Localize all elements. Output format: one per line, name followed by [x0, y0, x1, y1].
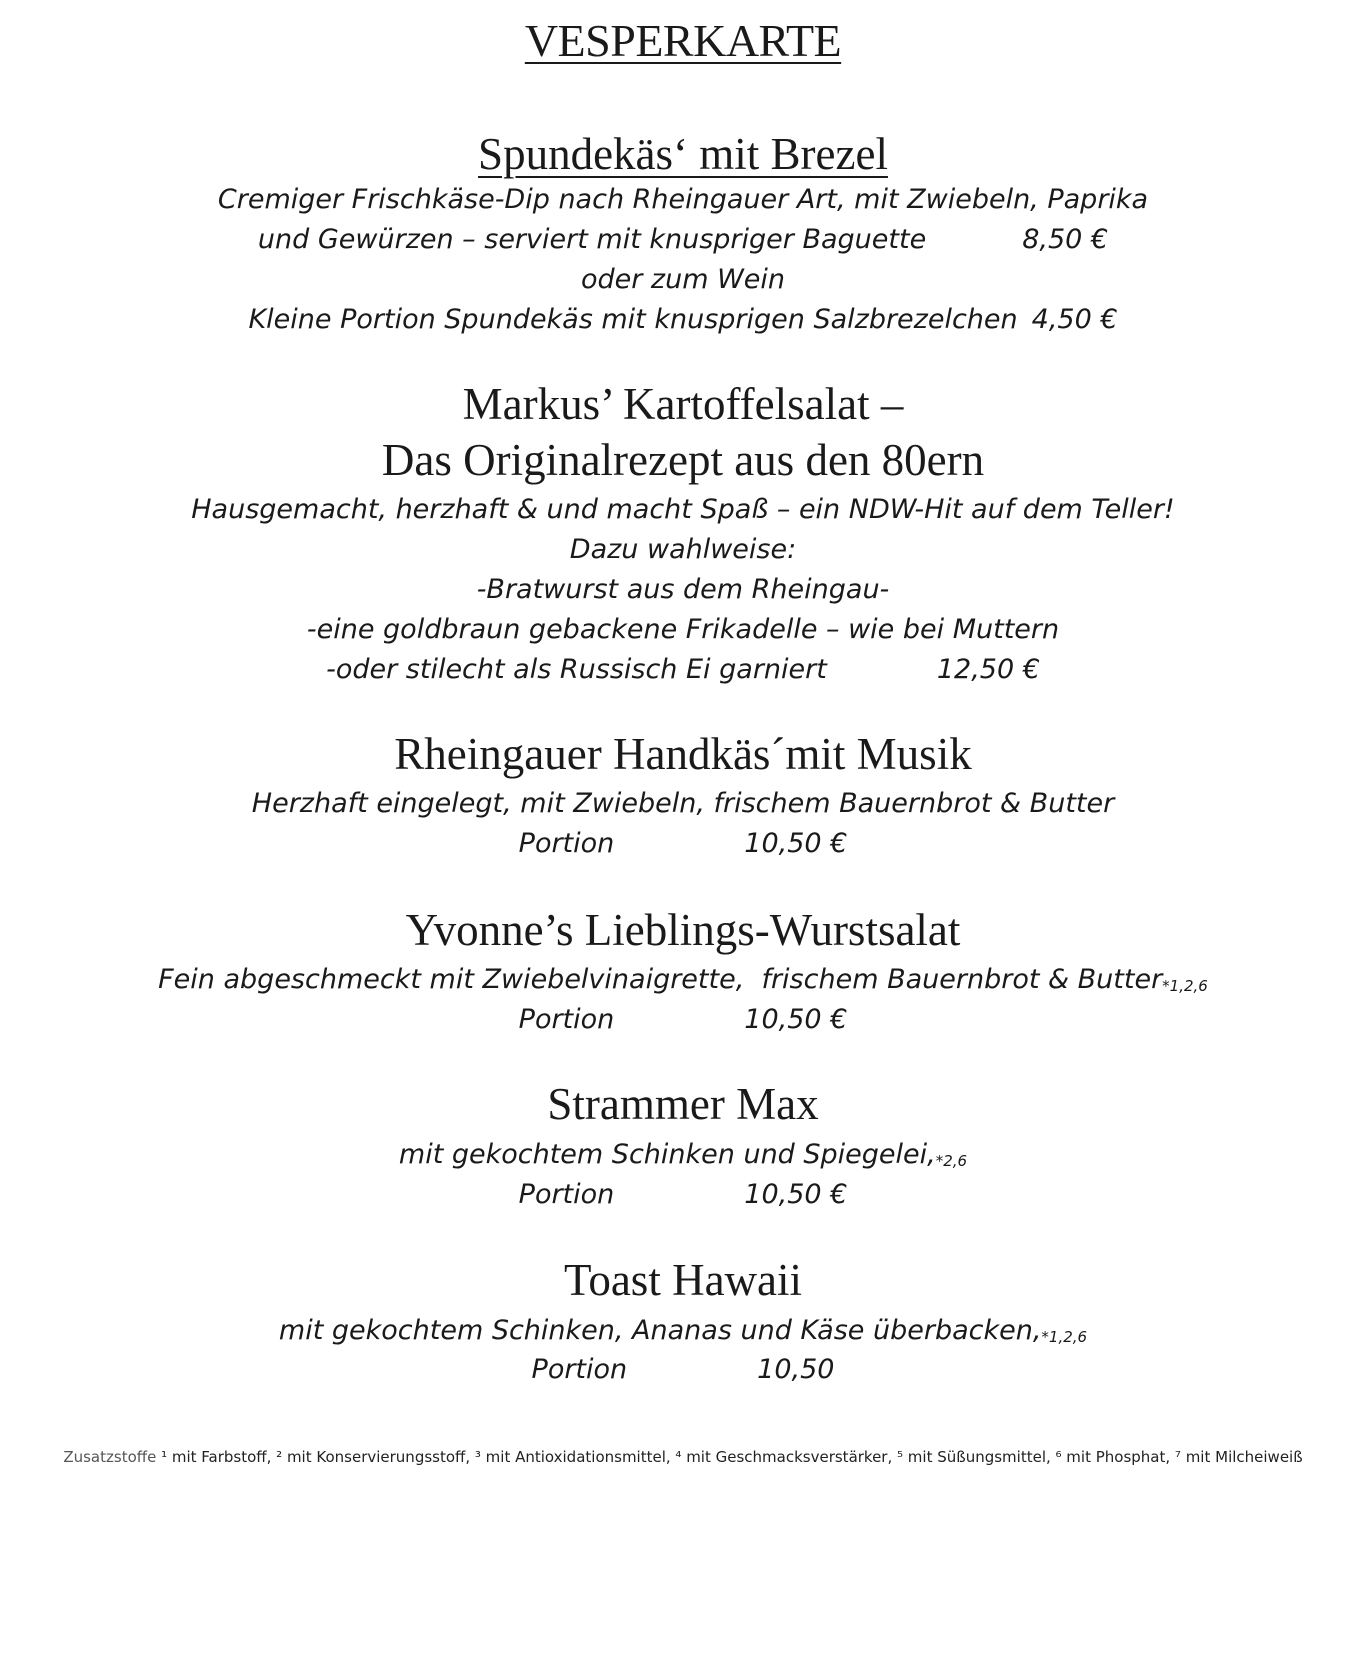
description-line: Herzhaft eingelegt, mit Zwiebeln, frischem Bauernbrot & Butter: [251, 788, 1115, 819]
allergen-codes: *1,2,6: [1041, 1328, 1088, 1346]
description-text: mit gekochtem Schinken und Spiegelei,: [398, 1139, 936, 1170]
description-line-with-price: [0, 224, 1366, 255]
description-line: -Bratwurst aus dem Rheingau-: [476, 574, 890, 605]
portion-label: Portion: [518, 1179, 615, 1210]
price: 10,50 €: [744, 1179, 848, 1210]
description-line: [0, 964, 1366, 995]
portion-line: [0, 1179, 1366, 1210]
page-title: VESPERKARTE: [524, 15, 842, 66]
price: 12,50 €: [936, 654, 1040, 685]
portion-label: Portion: [531, 1354, 628, 1385]
footnote-lead: Zusatzstoffe: [63, 1448, 157, 1466]
description-line: [0, 1139, 1366, 1170]
price: 10,50: [757, 1354, 835, 1385]
price: 8,50 €: [1022, 224, 1109, 255]
description-line: Hausgemacht, herzhaft & und macht Spaß – ein NDW-Hit auf dem Teller!: [191, 494, 1175, 525]
description-line-with-price: [0, 654, 1366, 685]
portion-line: [0, 1354, 1366, 1385]
portion-line: [0, 828, 1366, 859]
description-line: Cremiger Frischkäse-Dip nach Rheingauer Art, mit Zwiebeln, Paprika: [217, 184, 1149, 215]
footnote-text: ¹ mit Farbstoff, ² mit Konservierungsstoff, ³ mit Antioxidationsmittel, ⁴ mit Geschmacksverstärker, ⁵ mit Süßungsmittel, ⁶ mit Phosphat, ⁷ mit Milcheiweiß: [156, 1448, 1303, 1466]
description-text: Fein abgeschmeckt mit Zwiebelvinaigrette, frischem Bauernbrot & Butter: [158, 964, 1163, 995]
allergen-codes: *2,6: [935, 1152, 968, 1170]
description-line: oder zum Wein: [580, 264, 786, 295]
description-line: Dazu wahlweise:: [569, 534, 797, 565]
price: 10,50 €: [744, 1004, 848, 1035]
section-heading-strammer-max: Strammer Max: [547, 1079, 819, 1129]
additives-footnote: [0, 1448, 1366, 1466]
description-line: -eine goldbraun gebackene Frikadelle – wie bei Muttern: [306, 614, 1060, 645]
allergen-codes: *1,2,6: [1162, 977, 1208, 995]
section-heading-spundekaes: Spundekäs‘ mit Brezel: [478, 129, 888, 179]
description-text: und Gewürzen – serviert mit knuspriger Baguette: [257, 224, 927, 255]
description-text: mit gekochtem Schinken, Ananas und Käse überbacken,: [278, 1315, 1042, 1346]
description-line-with-price: [0, 304, 1366, 335]
portion-label: Portion: [518, 1004, 615, 1035]
description-text: -oder stilecht als Russisch Ei garniert: [326, 654, 827, 685]
price: 4,50 €: [1031, 304, 1118, 335]
section-heading-kartoffelsalat-line2: Das Originalrezept aus den 80ern: [381, 435, 985, 485]
portion-line: [0, 1004, 1366, 1035]
description-text: Kleine Portion Spundekäs mit knusprigen Salzbrezelchen: [248, 304, 1018, 335]
description-line: [0, 1315, 1366, 1346]
portion-label: Portion: [518, 828, 615, 859]
section-heading-kartoffelsalat-line1: Markus’ Kartoffelsalat –: [462, 379, 904, 429]
price: 10,50 €: [744, 828, 848, 859]
section-heading-toast-hawaii: Toast Hawaii: [563, 1255, 803, 1305]
section-heading-wurstsalat: Yvonne’s Lieblings-Wurstsalat: [405, 905, 961, 955]
section-heading-handkaes: Rheingauer Handkäs´mit Musik: [394, 729, 972, 779]
